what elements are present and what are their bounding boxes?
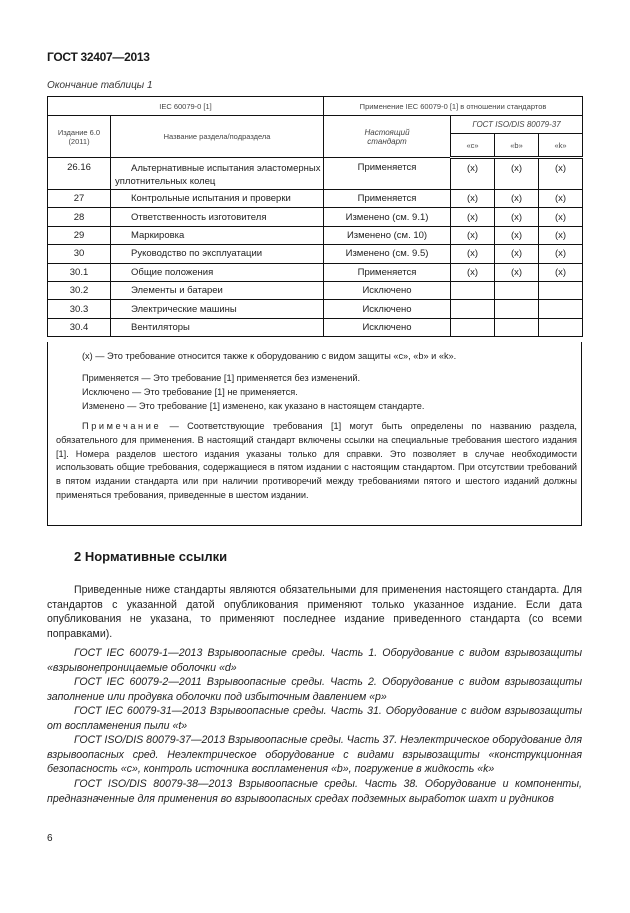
row-b: (x) — [495, 226, 539, 244]
section-title: 2 Нормативные ссылки — [74, 549, 228, 564]
row-k: (x) — [539, 263, 583, 281]
row-name: Вентиляторы — [111, 318, 324, 336]
header-sub-c: «c» — [451, 134, 495, 158]
row-status: Применяется — [324, 158, 451, 190]
section-intro: Приведенные ниже стандарты являются обязательными для применения настоящего стандарта. Для стандартов с указанной датой опубликования применяют только указанное издание. Если дата опубликования не указана, то применяют последнее издание приведенного стандарта (со всеми поправками). — [47, 584, 582, 640]
row-status: Исключено — [324, 318, 451, 336]
row-name: Элементы и батареи — [111, 281, 324, 299]
row-c: (x) — [451, 226, 495, 244]
row-k: (x) — [539, 208, 583, 226]
row-c — [451, 300, 495, 318]
row-status: Изменено (см. 9.5) — [324, 245, 451, 263]
row-b — [495, 300, 539, 318]
row-number: 29 — [48, 226, 111, 244]
legend-modified: Изменено — Это требование [1] изменено, как указано в настоящем стандарте. — [82, 401, 425, 411]
row-number: 30.4 — [48, 318, 111, 336]
row-name: Контрольные испытания и проверки — [111, 190, 324, 208]
row-c: (x) — [451, 263, 495, 281]
reference-item: ГОСТ ISO/DIS 80079-38—2013 Взрывоопасные среды. Часть 38. Оборудование и компоненты, предназначенные для применения во взрывоопасных средах подземных выработок шахт и рудников — [47, 778, 582, 805]
remark-label: Примечание — [82, 421, 162, 431]
row-status: Применяется — [324, 263, 451, 281]
row-name: Электрические машины — [111, 300, 324, 318]
reference-item: ГОСТ IEC 60079-2—2011 Взрывоопасные среды. Часть 2. Оборудование с видом взрывозащиты заполнение или продувка оболочки под избыточным давлением «p» — [47, 676, 582, 703]
row-c — [451, 281, 495, 299]
row-k — [539, 300, 583, 318]
header-application-group: Применение IEC 60079-0 [1] в отношении стандартов — [324, 97, 583, 116]
row-c: (x) — [451, 208, 495, 226]
document-id: ГОСТ 32407—2013 — [47, 50, 150, 64]
table-caption: Окончание таблицы 1 — [47, 80, 153, 91]
row-b: (x) — [495, 158, 539, 190]
row-b: (x) — [495, 208, 539, 226]
row-status: Изменено (см. 9.1) — [324, 208, 451, 226]
row-number: 26.16 — [48, 158, 111, 190]
row-name: Ответственность изготовителя — [111, 208, 324, 226]
table-row — [48, 190, 583, 208]
row-number: 30.1 — [48, 263, 111, 281]
table-row — [48, 245, 583, 263]
comparison-table — [47, 96, 583, 337]
legend-applied: Применяется — Это требование [1] применяется без изменений. — [82, 373, 361, 383]
row-b: (x) — [495, 245, 539, 263]
row-b — [495, 318, 539, 336]
table-row — [48, 226, 583, 244]
page-number: 6 — [47, 833, 53, 844]
row-b: (x) — [495, 190, 539, 208]
table-notes — [47, 342, 582, 526]
row-c — [451, 318, 495, 336]
row-k: (x) — [539, 226, 583, 244]
row-number: 27 — [48, 190, 111, 208]
table-row — [48, 263, 583, 281]
header-sub-k: «k» — [539, 134, 583, 158]
x-note: (x) — Это требование относится также к оборудованию с видом защиты «c», «b» и «k». — [82, 351, 457, 361]
legend-excluded: Исключено — Это требование [1] не применяется. — [82, 387, 298, 397]
row-k: (x) — [539, 158, 583, 190]
row-status: Исключено — [324, 281, 451, 299]
table-row — [48, 281, 583, 299]
row-k — [539, 281, 583, 299]
row-k: (x) — [539, 190, 583, 208]
row-name: Маркировка — [111, 226, 324, 244]
row-status: Изменено (см. 10) — [324, 226, 451, 244]
row-c: (x) — [451, 245, 495, 263]
row-b — [495, 281, 539, 299]
row-number: 30.2 — [48, 281, 111, 299]
header-sub-b: «b» — [495, 134, 539, 158]
remark-text: — Соответствующие требования [1] могут быть определены по названию раздела, обязательного для применения. В настоящий стандарт включены ссылки на специальные требования шестого издания [1]. Номера разделов шестого издания указаны только для справки. Это позволяет в случае необходимости использовать общие требования, содержащиеся в пятом издании с настоящим стандартом. При отсутствии требований в пятом издании стандарта или при наличии противоречий между требованиями пятого и шестого изданий должны применяться требования, приведенные в шестом издании. — [56, 421, 577, 500]
row-name: Руководство по эксплуатации — [111, 245, 324, 263]
row-k — [539, 318, 583, 336]
header-iec-group: IEC 60079-0 [1] — [48, 97, 324, 116]
row-c: (x) — [451, 158, 495, 190]
header-current-standard: Настоящий стандарт — [324, 116, 451, 158]
row-status: Применяется — [324, 190, 451, 208]
row-name: Общие положения — [111, 263, 324, 281]
row-k: (x) — [539, 245, 583, 263]
row-status: Исключено — [324, 300, 451, 318]
remark — [56, 420, 577, 503]
table-row — [48, 208, 583, 226]
reference-item: ГОСТ ISO/DIS 80079-37—2013 Взрывоопасные среды. Часть 37. Неэлектрическое оборудование для взрывоопасных сред. Неэлектрическое оборудование с видами взрывозащиты «конструкционная безопасность «c», контроль источника воспламенения «b», погружение в жидкость «k» — [47, 734, 582, 776]
reference-item: ГОСТ IEC 60079-1—2013 Взрывоопасные среды. Часть 1. Оборудование с видом взрывозащиты «взрывонепроницаемые оболочки «d» — [47, 647, 582, 674]
table-row — [48, 158, 583, 190]
row-number: 30 — [48, 245, 111, 263]
row-number: 30.3 — [48, 300, 111, 318]
table-row — [48, 318, 583, 336]
table-row — [48, 300, 583, 318]
header-gost-80079-37: ГОСТ ISO/DIS 80079-37 — [451, 116, 583, 134]
row-number: 28 — [48, 208, 111, 226]
header-section-name: Название раздела/подраздела — [111, 116, 324, 158]
reference-item: ГОСТ IEC 60079-31—2013 Взрывоопасные среды. Часть 31. Оборудование с видом взрывозащиты от воспламенения пыли «t» — [47, 705, 582, 732]
row-c: (x) — [451, 190, 495, 208]
header-edition: Издание 6.0 (2011) — [48, 116, 111, 158]
row-name: Альтернативные испытания эластомерных уплотнительных колец — [111, 158, 324, 190]
row-b: (x) — [495, 263, 539, 281]
